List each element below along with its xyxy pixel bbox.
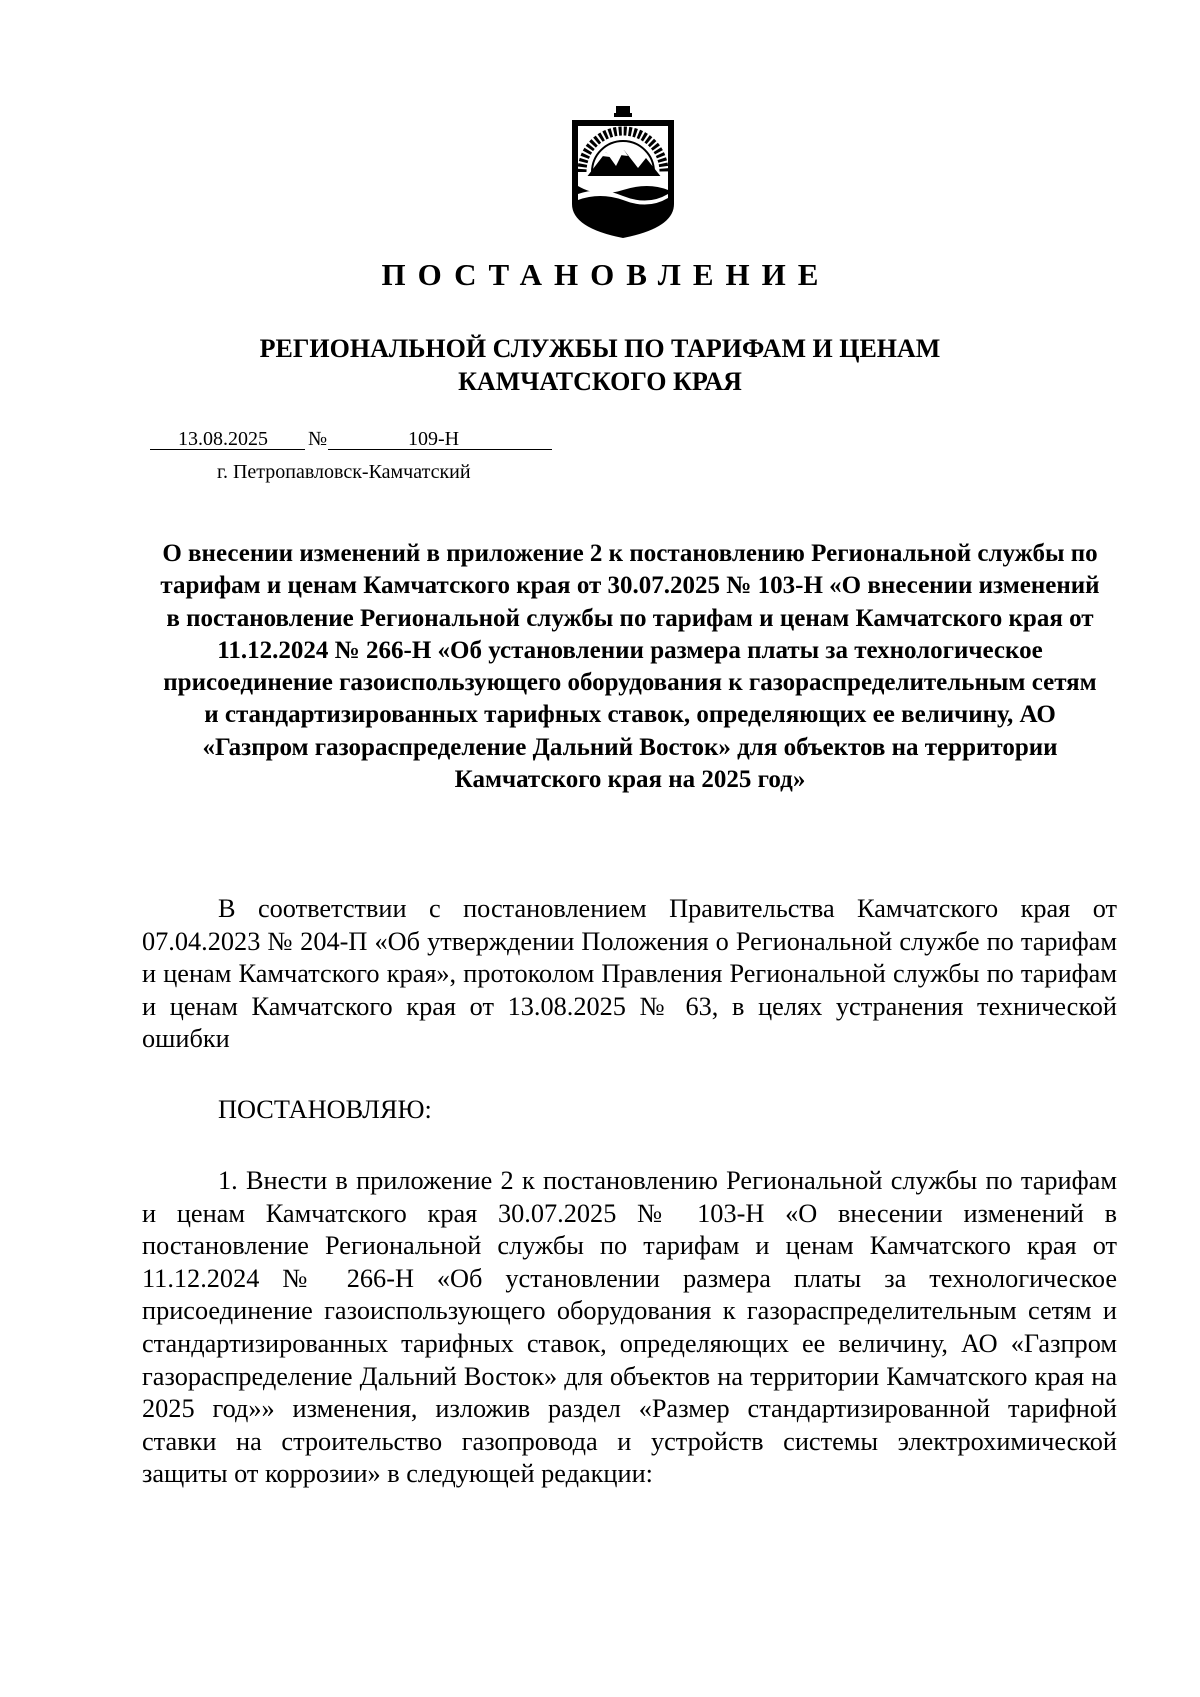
document-type-heading: ПОСТАНОВЛЕНИЕ — [381, 257, 831, 292]
issuer-line-1: РЕГИОНАЛЬНОЙ СЛУЖБЫ ПО ТАРИФАМ И ЦЕНАМ — [259, 334, 941, 363]
issue-city: г. Петропавловск-Камчатский — [217, 461, 471, 483]
document-date: 13.08.2025 — [178, 428, 268, 450]
document-number: 109-Н — [408, 428, 460, 450]
number-sign: № — [308, 428, 328, 450]
kamchatka-coat-of-arms-icon — [568, 106, 678, 238]
preamble-paragraph: В соответствии с постановлением Правительства Камчатского края от 07.04.2023 № 204-П «Об утверждении Положения о Региональной службе по тарифам и ценам Камчатского края», протоколом Правления Региональной службы по тарифам и ценам Камчатского края от 13.08.2025 № 63, в целях устранения технической ошибки — [142, 894, 1117, 1054]
resolve-keyword: ПОСТАНОВЛЯЮ: — [218, 1095, 432, 1124]
item-1-paragraph: 1. Внести в приложение 2 к постановлению Региональной службы по тарифам и ценам Камчатского края 30.07.2025 № 103-Н «О внесении изменений в постановление Региональной службы по тарифам и ценам Камчатского края от 11.12.2024 № 266-Н «Об установлении размера платы за технологическое присоединение газоиспользующего оборудования к газораспределительным сетям и стандартизированных тарифных ставок, определяющих ее величину, АО «Газпром газораспределение Дальний Восток» для объектов на территории Камчатского края на 2025 год»» изменения, изложив раздел «Размер стандартизированной тарифной ставки на строительство газопровода и устройств системы электрохимической защиты от коррозии» в следующей редакции: — [142, 1166, 1117, 1489]
issuer-line-2: КАМЧАТСКОГО КРАЯ — [458, 367, 742, 396]
issuer-heading — [0, 332, 1200, 398]
document-title: О внесении изменений в приложение 2 к постановлению Региональной службы по тарифам и ценам Камчатского края от 30.07.2025 № 103-Н «О внесении изменений в постановление Региональной службы по тарифам и ценам Камчатского края от 11.12.2024 № 266-Н «Об установлении размера платы за технологическое присоединение газоиспользующего оборудования к газораспределительным сетям и стандартизированных тарифных ставок, определяющих ее величину, АО «Газпром газораспределение Дальний Восток» для объектов на территории Камчатского края на 2025 год» — [160, 540, 1100, 794]
